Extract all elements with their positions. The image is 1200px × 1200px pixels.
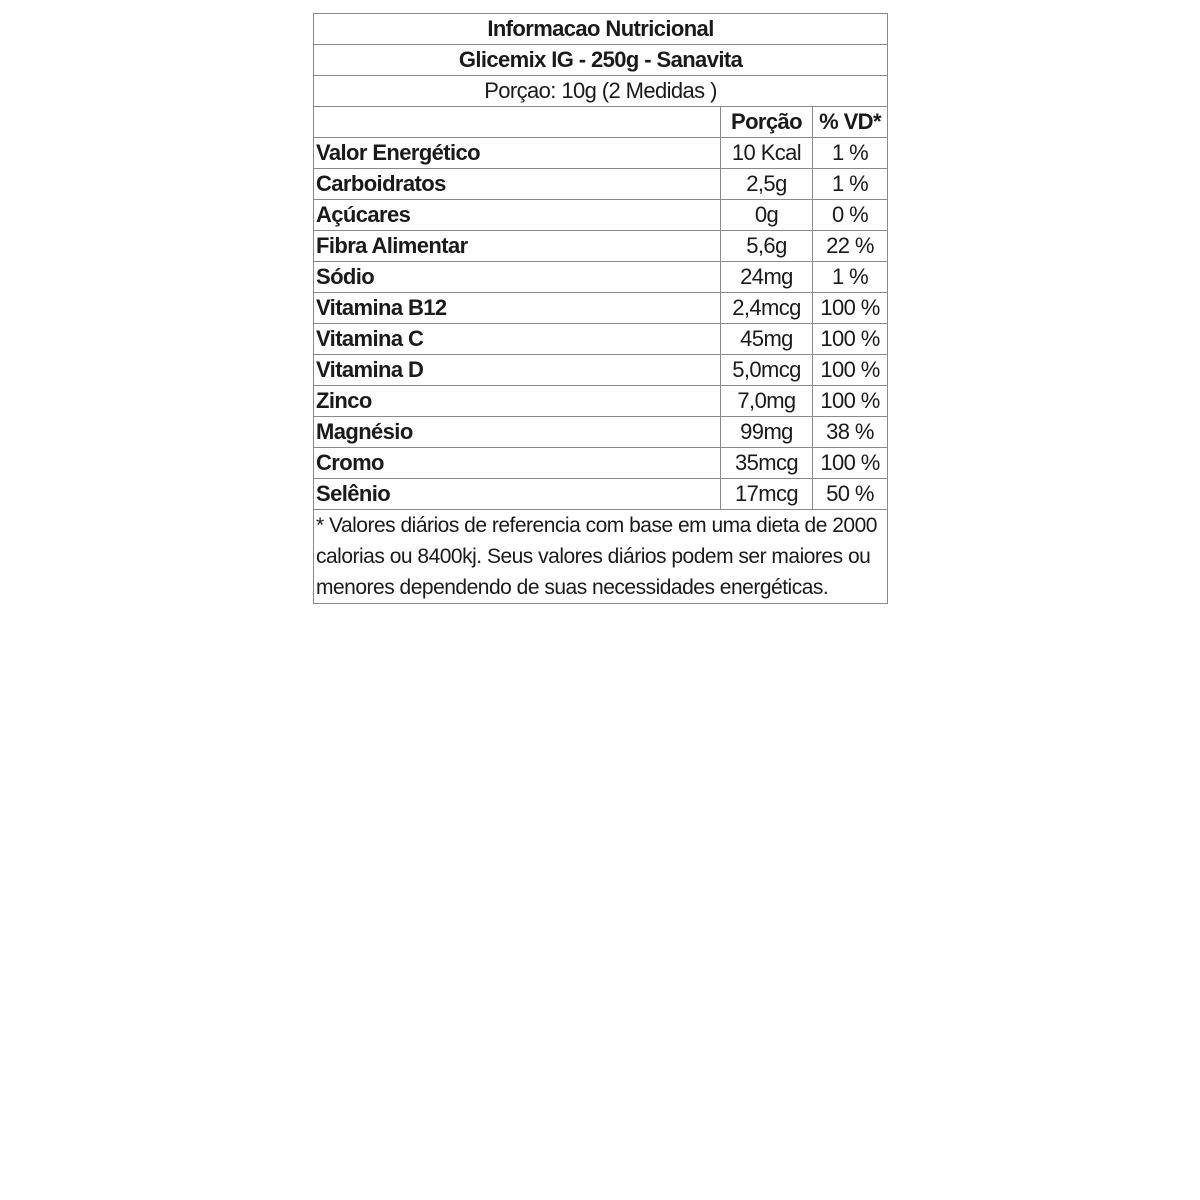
product-row xyxy=(314,45,888,76)
nutrient-row xyxy=(314,479,888,510)
nutrient-name: Vitamina D xyxy=(314,355,721,386)
nutrition-facts-table xyxy=(313,13,888,604)
nutrient-daily-value: 0 % xyxy=(813,200,888,231)
nutrient-row xyxy=(314,231,888,262)
nutrient-name: Cromo xyxy=(314,448,721,479)
serving-size: Porçao: 10g (2 Medidas ) xyxy=(314,76,888,107)
nutrient-row xyxy=(314,448,888,479)
nutrient-portion: 17mcg xyxy=(721,479,813,510)
nutrient-portion: 35mcg xyxy=(721,448,813,479)
footnote: * Valores diários de referencia com base em uma dieta de 2000 calorias ou 8400kj. Seus valores diários podem ser maiores ou menores dependendo de suas necessidades energéticas. xyxy=(314,510,888,604)
nutrient-name: Carboidratos xyxy=(314,169,721,200)
nutrient-portion: 2,4mcg xyxy=(721,293,813,324)
nutrient-row xyxy=(314,262,888,293)
daily-value-column-header: % VD* xyxy=(813,107,888,138)
nutrient-name: Valor Energético xyxy=(314,138,721,169)
label-title: Informacao Nutricional xyxy=(314,14,888,45)
nutrient-portion: 24mg xyxy=(721,262,813,293)
serving-row xyxy=(314,76,888,107)
nutrient-daily-value: 100 % xyxy=(813,386,888,417)
nutrient-row xyxy=(314,200,888,231)
nutrient-row xyxy=(314,386,888,417)
header-blank-cell xyxy=(314,107,721,138)
nutrient-name: Fibra Alimentar xyxy=(314,231,721,262)
nutrient-daily-value: 100 % xyxy=(813,324,888,355)
nutrient-daily-value: 50 % xyxy=(813,479,888,510)
title-row xyxy=(314,14,888,45)
nutrient-portion: 99mg xyxy=(721,417,813,448)
nutrient-rows xyxy=(314,138,888,510)
nutrient-daily-value: 100 % xyxy=(813,355,888,386)
nutrient-daily-value: 100 % xyxy=(813,293,888,324)
nutrient-name: Açúcares xyxy=(314,200,721,231)
nutrient-portion: 10 Kcal xyxy=(721,138,813,169)
nutrient-row xyxy=(314,293,888,324)
footnote-row xyxy=(314,510,888,604)
nutrient-row xyxy=(314,169,888,200)
nutrient-daily-value: 38 % xyxy=(813,417,888,448)
product-name: Glicemix IG - 250g - Sanavita xyxy=(314,45,888,76)
nutrient-daily-value: 100 % xyxy=(813,448,888,479)
portion-column-header: Porção xyxy=(721,107,813,138)
nutrient-portion: 2,5g xyxy=(721,169,813,200)
nutrient-row xyxy=(314,417,888,448)
nutrient-portion: 5,0mcg xyxy=(721,355,813,386)
nutrient-name: Sódio xyxy=(314,262,721,293)
nutrient-daily-value: 1 % xyxy=(813,138,888,169)
nutrient-portion: 7,0mg xyxy=(721,386,813,417)
nutrient-name: Zinco xyxy=(314,386,721,417)
nutrient-name: Vitamina B12 xyxy=(314,293,721,324)
nutrient-name: Selênio xyxy=(314,479,721,510)
nutrient-row xyxy=(314,355,888,386)
column-header-row xyxy=(314,107,888,138)
nutrient-daily-value: 1 % xyxy=(813,262,888,293)
nutrient-daily-value: 22 % xyxy=(813,231,888,262)
nutrient-portion: 0g xyxy=(721,200,813,231)
nutrient-row xyxy=(314,138,888,169)
nutrient-portion: 45mg xyxy=(721,324,813,355)
nutrient-name: Magnésio xyxy=(314,417,721,448)
nutrient-name: Vitamina C xyxy=(314,324,721,355)
nutrient-portion: 5,6g xyxy=(721,231,813,262)
nutrient-daily-value: 1 % xyxy=(813,169,888,200)
nutrient-row xyxy=(314,324,888,355)
